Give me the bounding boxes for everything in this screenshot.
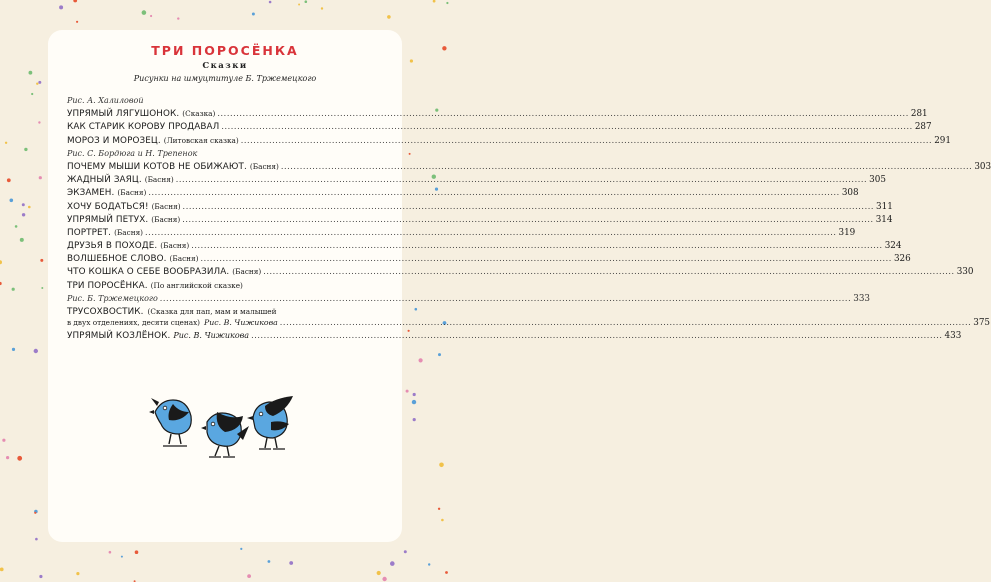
confetti-dot: [0, 568, 4, 572]
illustrator-credit: Рис. С. Бордюга и Н. Трепенок: [67, 148, 198, 158]
confetti-dot: [36, 83, 38, 85]
toc-entry: [67, 241, 902, 254]
entry-title: ПОЧЕМУ МЫШИ КОТОВ НЕ ОБИЖАЮТ.: [67, 161, 247, 172]
entry-genre-continued: в двух отделениях, десяти сценах): [67, 318, 201, 327]
toc-entry: [67, 201, 893, 215]
confetti-dot: [38, 121, 40, 123]
page-number: 291: [934, 135, 951, 146]
confetti-dot: [445, 571, 448, 574]
page-number: 326: [893, 254, 911, 265]
entry-genre: (Басня): [117, 188, 147, 198]
confetti-dot: [268, 560, 271, 563]
confetti-dot: [298, 4, 300, 6]
bird-1: [149, 398, 191, 446]
toc-entry: [67, 109, 928, 122]
page-number: 375: [973, 318, 991, 328]
table-of-contents: [67, 96, 991, 344]
bird-3: [247, 396, 293, 449]
dot-leader: ............................................................................................................................................................................................................................: [182, 201, 874, 211]
confetti-dot: [24, 148, 27, 151]
illustration-credit: Рисунки на шмуцтитуле Б. Тржемецкого: [133, 74, 317, 83]
bird-2: [201, 412, 249, 457]
confetti-dot: [0, 282, 2, 285]
confetti-dot: [446, 2, 448, 4]
confetti-dot: [38, 81, 41, 84]
confetti-dot: [433, 0, 436, 3]
page-number: 314: [875, 214, 893, 225]
toc-entry: [67, 254, 911, 267]
toc-entry: [67, 267, 974, 280]
entry-title: ЭКЗАМЕН.: [67, 188, 115, 199]
entry-genre: (Литовская сказка): [163, 135, 239, 145]
confetti-dot: [73, 0, 77, 2]
entry-genre: (Басня): [144, 175, 174, 185]
confetti-dot: [0, 260, 2, 264]
confetti-dot: [387, 15, 391, 19]
toc-entry: [67, 331, 962, 344]
confetti-dot: [412, 400, 416, 404]
confetti-dot: [247, 574, 251, 578]
confetti-dot: [413, 393, 416, 396]
entry-genre: (Басня): [151, 201, 181, 211]
toc-entry: [67, 135, 951, 149]
confetti-dot: [404, 550, 407, 553]
confetti-dot: [20, 238, 24, 242]
confetti-dot: [439, 463, 444, 468]
dot-leader: ............................................................................................................................................................................................................................: [200, 254, 892, 264]
entry-genre: (Басня): [114, 227, 144, 237]
page-number: 305: [869, 175, 886, 186]
entry-genre: (Сказка): [182, 109, 216, 119]
confetti-dot: [76, 572, 79, 575]
toc-entry: [67, 161, 991, 175]
page-number: 324: [884, 241, 902, 252]
confetti-dot: [438, 353, 441, 356]
book-title: ТРИ ПОРОСЁНКА: [151, 43, 299, 58]
confetti-dot: [12, 288, 15, 291]
illustrator-credit: Рис. Б. Тржемецкого: [67, 293, 158, 303]
toc-entry: [67, 175, 886, 188]
dot-leader: ............................................................................................................................................................................................................................: [159, 293, 852, 303]
confetti-dot: [41, 287, 43, 289]
dot-leader: ............................................................................................................................................................................................................................: [182, 214, 874, 224]
entry-genre: (Сказка для пап, мам и малышей: [147, 307, 277, 316]
confetti-dot: [6, 456, 9, 459]
toc-entry: [67, 307, 389, 318]
confetti-dot: [28, 206, 31, 209]
entry-title: УПРЯМЫЙ ПЕТУХ.: [67, 214, 149, 225]
toc-page: [48, 30, 991, 542]
entry-title: ПОРТРЕТ.: [67, 227, 112, 238]
dot-leader: ............................................................................................................................................................................................................................: [217, 109, 909, 119]
confetti-dot: [34, 512, 36, 514]
dot-leader: ............................................................................................................................................................................................................................: [148, 188, 840, 198]
confetti-dot: [142, 10, 147, 15]
confetti-dot: [441, 519, 444, 522]
toc-entry: [67, 293, 871, 307]
dot-leader: ............................................................................................................................................................................................................................: [191, 241, 883, 251]
illustrator-credit: Рис. В. Чижикова: [173, 331, 250, 341]
confetti-dot: [109, 551, 112, 554]
confetti-dot: [410, 59, 413, 62]
illustrator-credit: Рис. А. Халиловой: [67, 96, 144, 105]
confetti-dot: [15, 225, 18, 228]
confetti-dot: [76, 21, 78, 23]
confetti-dot: [438, 508, 440, 510]
page-number: 333: [853, 293, 871, 304]
confetti-dot: [289, 561, 293, 565]
entry-genre: (Басня): [160, 241, 190, 251]
confetti-dot: [177, 17, 179, 19]
confetti-dot: [7, 178, 11, 182]
dot-leader: ............................................................................................................................................................................................................................: [145, 227, 837, 237]
entry-genre: (Басня): [232, 267, 262, 277]
entry-title: ВОЛШЕБНОЕ СЛОВО.: [67, 254, 167, 265]
dot-leader: ............................................................................................................................................................................................................................: [240, 135, 933, 145]
entry-title: КАК СТАРИК КОРОВУ ПРОДАВАЛ: [67, 122, 220, 133]
confetti-dot: [135, 550, 139, 554]
confetti-dot: [419, 358, 423, 362]
toc-entry: [67, 281, 389, 294]
confetti-dot: [150, 15, 152, 17]
dot-leader: ............................................................................................................................................................................................................................: [175, 175, 868, 185]
page-number: 433: [944, 331, 962, 342]
page-number: 303: [974, 161, 991, 172]
confetti-dot: [22, 203, 25, 206]
confetti-dot: [377, 571, 381, 575]
entry-title: УПРЯМЫЙ КОЗЛЁНОК.: [67, 331, 171, 342]
page-number: 330: [956, 267, 974, 278]
confetti-dot: [252, 13, 255, 16]
entry-title: МОРОЗ И МОРОЗЕЦ.: [67, 135, 161, 146]
dot-leader: ............................................................................................................................................................................................................................: [279, 318, 972, 327]
confetti-dot: [240, 548, 242, 550]
toc-entry: [67, 214, 893, 228]
entry-genre: (Басня): [151, 214, 181, 224]
toc-entry: [67, 122, 932, 135]
confetti-dot: [269, 1, 272, 4]
entry-title: ДРУЗЬЯ В ПОХОДЕ.: [67, 241, 158, 252]
toc-entry: [67, 227, 856, 241]
confetti-dot: [10, 199, 14, 203]
entry-genre: (Басня): [249, 161, 279, 171]
entry-title: ХОЧУ БОДАТЬСЯ!: [67, 201, 149, 212]
confetti-dot: [34, 349, 38, 353]
page-number: 287: [914, 122, 932, 133]
confetti-dot: [59, 5, 63, 9]
page-number: 281: [910, 109, 928, 120]
confetti-dot: [321, 7, 323, 9]
confetti-dot: [12, 348, 15, 351]
entry-genre: (Басня): [169, 254, 199, 264]
confetti-dot: [29, 71, 33, 75]
dot-leader: ............................................................................................................................................................................................................................: [251, 331, 943, 341]
confetti-dot: [415, 308, 418, 311]
entry-title: УПРЯМЫЙ ЛЯГУШОНОК.: [67, 109, 180, 120]
dot-leader: ............................................................................................................................................................................................................................: [280, 161, 973, 171]
confetti-dot: [409, 153, 411, 155]
confetti-dot: [22, 213, 25, 216]
birds-illustration: [151, 390, 301, 460]
dot-leader: ............................................................................................................................................................................................................................: [221, 122, 913, 132]
confetti-dot: [2, 439, 5, 442]
confetti-dot: [5, 142, 7, 144]
entry-title: ТРУСОХВОСТИК.: [67, 307, 144, 317]
illustrator-credit: Рис. В. Чижикова: [204, 318, 278, 327]
toc-entry: [67, 188, 859, 201]
confetti-dot: [305, 0, 308, 3]
entry-genre: (По английской сказке): [150, 280, 243, 290]
confetti-dot: [40, 259, 43, 262]
confetti-dot: [31, 93, 33, 95]
confetti-dot: [406, 390, 409, 393]
page-number: 319: [838, 227, 856, 238]
confetti-dot: [382, 577, 386, 581]
entry-title: ЧТО КОШКА О СЕБЕ ВООБРАЗИЛА.: [67, 267, 230, 278]
entry-title: ЖАДНЫЙ ЗАЯЦ.: [67, 175, 142, 186]
confetti-dot: [17, 456, 22, 461]
dot-leader: ............................................................................................................................................................................................................................: [263, 267, 955, 277]
toc-entry-continuation: [67, 318, 991, 331]
confetti-dot: [442, 46, 446, 50]
page-number: 311: [876, 201, 893, 212]
confetti-dot: [35, 538, 38, 541]
confetti-dot: [39, 575, 42, 578]
confetti-dot: [39, 176, 42, 179]
confetti-dot: [428, 563, 430, 565]
book-subtitle: Сказки: [202, 61, 248, 71]
page-number: 308: [841, 188, 859, 199]
entry-title: ТРИ ПОРОСЁНКА.: [67, 280, 148, 291]
confetti-dot: [121, 556, 123, 558]
confetti-dot: [413, 418, 416, 421]
confetti-dot: [390, 561, 395, 566]
